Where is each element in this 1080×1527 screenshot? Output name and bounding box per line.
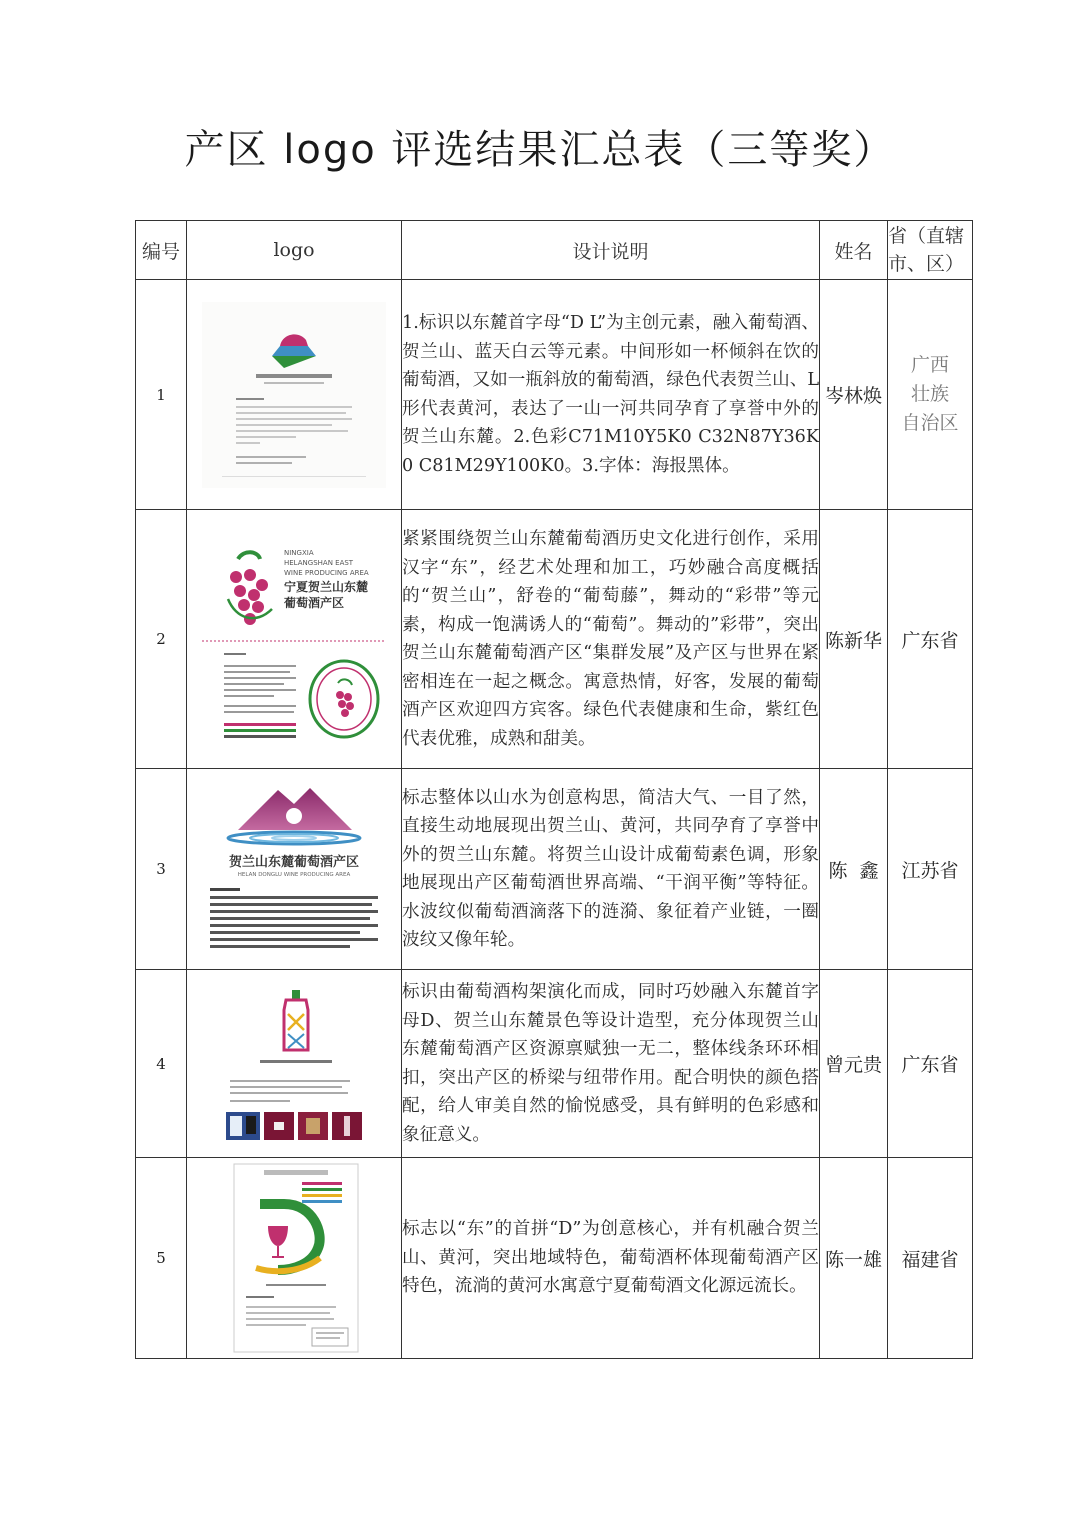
province xyxy=(888,280,973,510)
logo-image-3 xyxy=(194,774,394,964)
page-title: 产区 logo 评选结果汇总表（三等奖） xyxy=(184,127,896,173)
design-description: 标识由葡萄酒构架演化而成，同时巧妙融入东麓首字母D、贺兰山东麓景色等设计造型，充分体现贺兰山东麓葡萄酒产区资源禀赋独一无二，整体线条环环相扣，突出产区的桥梁与纽带作用。配合明快的颜色搭配，给人审美自然的愉悦感受，具有鲜明的色彩感和象征意义。 xyxy=(402,970,820,1158)
header-province-line1: 省（直辖 xyxy=(888,225,965,247)
designer-name: 曾元贵 xyxy=(820,970,888,1158)
designer-name: 陈 鑫 xyxy=(820,769,888,970)
designer-name: 陈一雄 xyxy=(820,1158,888,1359)
logo-image-4 xyxy=(194,976,394,1152)
designer-name: 陈新华 xyxy=(820,510,888,769)
province-line: 广西 xyxy=(910,354,949,376)
table-row xyxy=(136,970,973,1158)
row-number: 3 xyxy=(136,769,187,970)
row-number: 2 xyxy=(136,510,187,769)
logo-text-en: HELAN DONGLU WINE PRODUCING AREA xyxy=(237,872,351,878)
province: 广东省 xyxy=(888,970,973,1158)
logo-text-cn2: 葡萄酒产区 xyxy=(284,596,345,610)
province: 江苏省 xyxy=(888,769,973,970)
logo-text-en3: WINE PRODUCING AREA xyxy=(284,569,369,577)
logo-image-1 xyxy=(194,290,394,500)
header-logo: logo xyxy=(187,221,402,280)
header-desc: 设计说明 xyxy=(402,221,820,280)
header-province xyxy=(888,221,973,280)
design-description: 紧紧围绕贺兰山东麓葡萄酒历史文化进行创作，采用汉字“东”，经艺术处理和加工，巧妙融合高度概括的“贺兰山”，舒卷的“葡萄藤”，舞动的“彩带”等元素，构成一饱满诱人的“葡萄”。舞动的”彩带”，突出贺兰山东麓葡萄酒产区“集群发展”及产区与世界在紧密相连在一起之概念。寓意热情，好客，发展的葡萄酒产区欢迎四方宾客。绿色代表健康和生命，紫红色代表优雅，成熟和甜美。 xyxy=(402,510,820,769)
province-line: 壮族 xyxy=(910,383,949,405)
designer-name: 岑林焕 xyxy=(820,280,888,510)
table-row xyxy=(136,510,973,769)
row-number: 4 xyxy=(136,970,187,1158)
results-table xyxy=(135,220,973,1359)
design-description: 1.标识以东麓首字母“D L”为主创元素，融入葡萄酒、贺兰山、蓝天白云等元素。中间形如一杯倾斜在饮的葡萄酒，又如一瓶斜放的葡萄酒，绿色代表贺兰山、L形代表黄河，表达了一山一河共同孕育了享誉中外的贺兰山东麓。2.色彩C71M10Y5K0 C32N87Y36K0 C81M29Y100K0。3.字体：海报黑体。 xyxy=(402,280,820,510)
logo-cell xyxy=(187,970,402,1158)
header-no: 编号 xyxy=(136,221,187,280)
wine-bottle-icon xyxy=(284,990,308,1050)
table-row xyxy=(136,1158,973,1359)
row-number: 5 xyxy=(136,1158,187,1359)
logo-image-2 xyxy=(194,519,394,759)
province: 广东省 xyxy=(888,510,973,769)
logo-cell xyxy=(187,280,402,510)
province-line: 自治区 xyxy=(901,412,959,434)
logo-image-5 xyxy=(194,1160,394,1356)
logo-text-cn: 贺兰山东麓葡萄酒产区 xyxy=(228,855,360,870)
province: 福建省 xyxy=(888,1158,973,1359)
header-row xyxy=(136,221,973,280)
design-description: 标志以“东”的首拼“D”为创意核心，并有机融合贺兰山、黄河，突出地域特色，葡萄酒杯体现葡萄酒产区特色，流淌的黄河水寓意宁夏葡萄酒文化源远流长。 xyxy=(402,1158,820,1359)
logo-cell xyxy=(187,769,402,970)
logo-cell xyxy=(187,1158,402,1359)
design-description: 标志整体以山水为创意构思，简洁大气、一目了然，直接生动地展现出贺兰山、黄河，共同孕育了享誉中外的贺兰山东麓。将贺兰山设计成葡萄素色调，形象地展现出产区葡萄酒世界高端、“干润平衡”等特征。水波纹似葡萄酒滴落下的涟漪、象征着产业链，一圈波纹又像年轮。 xyxy=(402,769,820,970)
logo-text-en1: NINGXIA xyxy=(284,549,314,557)
logo-text-cn1: 宁夏贺兰山东麓 xyxy=(284,580,369,594)
logo-text-en2: HELANGSHAN EAST xyxy=(284,559,354,567)
mountain-icon xyxy=(228,788,360,844)
logo-cell xyxy=(187,510,402,769)
grape-icon xyxy=(228,552,272,625)
table-row xyxy=(136,280,973,510)
row-number: 1 xyxy=(136,280,187,510)
header-name: 姓名 xyxy=(820,221,888,280)
table-row xyxy=(136,769,973,970)
header-province-line2: 市、区） xyxy=(888,253,965,275)
seal-icon xyxy=(310,661,378,737)
